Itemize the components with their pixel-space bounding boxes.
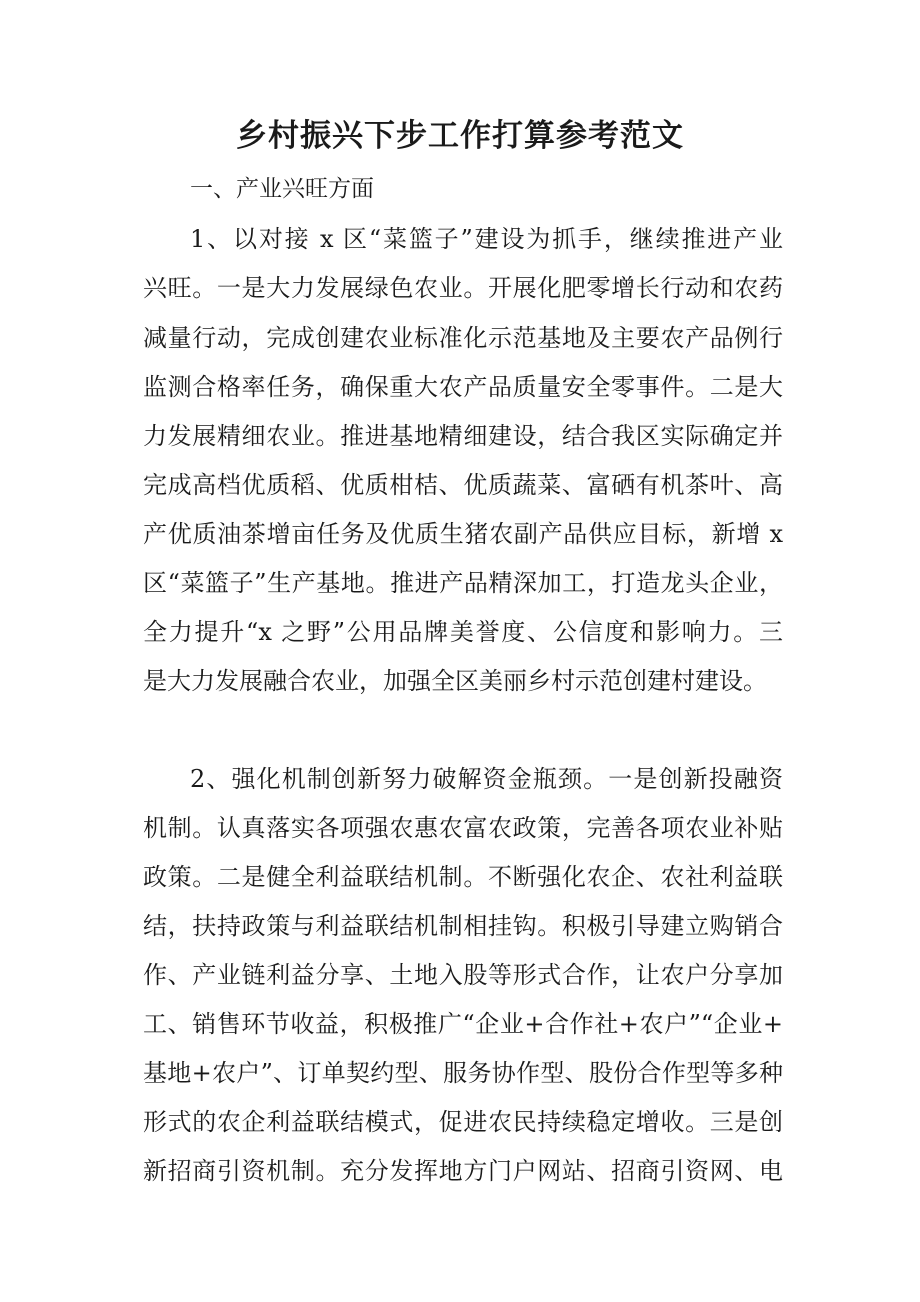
paragraph-1-line-3: 减量行动，完成创建农业标准化示范基地及主要农产品例行	[143, 324, 783, 352]
paragraph-2-line-7: 基地+农户”、订单契约型、服务协作型、股份合作型等多种	[143, 1059, 783, 1087]
paragraph-1-line-1: 1、以对接 x 区“菜篮子”建设为抓手，继续推进产业	[190, 225, 783, 253]
paragraph-1-line-9: 全力提升“x 之野”公用品牌美誉度、公信度和影响力。三	[143, 618, 783, 646]
paragraph-2-line-5: 作、产业链利益分享、土地入股等形式合作，让农户分享加	[143, 961, 783, 989]
paragraph-1-line-2: 兴旺。一是大力发展绿色农业。开展化肥零增长行动和农药	[143, 274, 783, 302]
paragraph-1-line-4: 监测合格率任务，确保重大农产品质量安全零事件。二是大	[143, 373, 783, 401]
paragraph-1-line-7: 产优质油茶增亩任务及优质生猪农副产品供应目标，新增 x	[143, 520, 783, 548]
paragraph-1-line-8: 区“菜篮子”生产基地。推进产品精深加工，打造龙头企业，	[143, 569, 783, 597]
paragraph-1-line-10: 是大力发展融合农业，加强全区美丽乡村示范创建村建设。	[143, 667, 767, 695]
section-heading: 一、产业兴旺方面	[190, 176, 374, 202]
paragraph-2-line-9: 新招商引资机制。充分发挥地方门户网站、招商引资网、电	[143, 1157, 783, 1185]
paragraph-1-line-5: 力发展精细农业。推进基地精细建设，结合我区实际确定并	[143, 422, 783, 450]
paragraph-2-line-8: 形式的农企利益联结模式，促进农民持续稳定增收。三是创	[143, 1108, 783, 1136]
paragraph-2-line-2: 机制。认真落实各项强农惠农富农政策，完善各项农业补贴	[143, 814, 783, 842]
paragraph-2-line-4: 结，扶持政策与利益联结机制相挂钩。积极引导建立购销合	[143, 912, 783, 940]
paragraph-1-line-6: 完成高档优质稻、优质柑桔、优质蔬菜、富硒有机茶叶、高	[143, 471, 783, 499]
paragraph-2-line-3: 政策。二是健全利益联结机制。不断强化农企、农社利益联	[143, 863, 783, 891]
paragraph-2-line-6: 工、销售环节收益，积极推广“企业+合作社+农户”“企业+	[143, 1010, 783, 1038]
document-title: 乡村振兴下步工作打算参考范文	[236, 118, 684, 154]
paragraph-2-line-1: 2、强化机制创新努力破解资金瓶颈。一是创新投融资	[190, 765, 783, 793]
